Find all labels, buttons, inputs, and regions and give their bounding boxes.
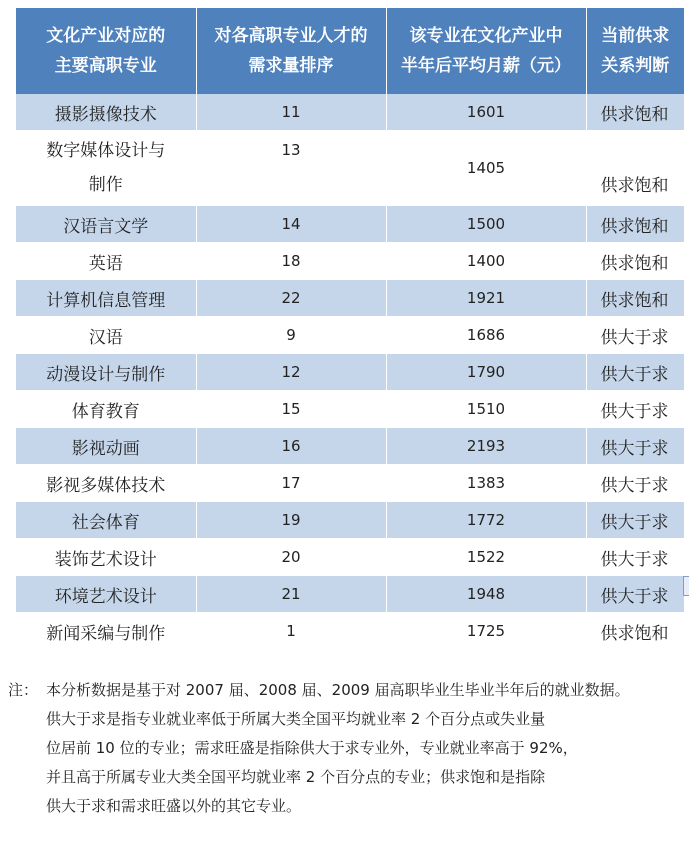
cell-rank: 1 bbox=[196, 613, 386, 650]
footnote bbox=[8, 676, 680, 821]
employment-table bbox=[16, 8, 684, 650]
cell-salary: 1400 bbox=[386, 243, 586, 280]
header-status-line-2: 关系判断 bbox=[601, 56, 670, 76]
cell-rank: 13 bbox=[196, 131, 386, 206]
cell-status: 供求饱和 bbox=[586, 613, 684, 650]
cell-rank: 21 bbox=[196, 576, 386, 613]
cell-status: 供大于求 bbox=[586, 465, 684, 502]
cell-rank: 20 bbox=[196, 539, 386, 576]
header-supply-demand bbox=[586, 8, 684, 94]
cell-major bbox=[16, 131, 196, 206]
cell-salary: 1725 bbox=[386, 613, 586, 650]
cell-salary: 1510 bbox=[386, 391, 586, 428]
cell-salary: 1601 bbox=[386, 94, 586, 131]
header-demand-rank bbox=[196, 8, 386, 94]
header-rank-line-2: 需求量排序 bbox=[248, 56, 334, 76]
table-row bbox=[16, 428, 684, 465]
cell-major: 装饰艺术设计 bbox=[16, 539, 196, 576]
cell-rank: 15 bbox=[196, 391, 386, 428]
table-row bbox=[16, 94, 684, 131]
cell-rank: 18 bbox=[196, 243, 386, 280]
cell-rank: 22 bbox=[196, 280, 386, 317]
header-major bbox=[16, 8, 196, 94]
table-header-row bbox=[16, 8, 684, 94]
cell-major: 社会体育 bbox=[16, 502, 196, 539]
cell-status: 供求饱和 bbox=[586, 280, 684, 317]
cell-status: 供求饱和 bbox=[586, 94, 684, 131]
footnote-line: 本分析数据是基于对 2007 届、2008 届、2009 届高职毕业生毕业半年后的就业数据。 bbox=[46, 681, 630, 699]
cell-salary: 2193 bbox=[386, 428, 586, 465]
footnote-label: 注： bbox=[8, 681, 39, 699]
cell-salary: 1772 bbox=[386, 502, 586, 539]
cell-status: 供大于求 bbox=[586, 502, 684, 539]
footnote-body bbox=[46, 676, 680, 821]
cell-rank: 11 bbox=[196, 94, 386, 131]
table-row bbox=[16, 131, 684, 206]
header-salary-line-1: 该专业在文化产业中 bbox=[409, 26, 563, 46]
footnote-line: 并且高于所属专业大类全国平均就业率 2 个百分点的专业；供求饱和是指除 bbox=[46, 768, 546, 786]
table-row bbox=[16, 243, 684, 280]
table-row bbox=[16, 576, 684, 613]
cell-major: 体育教育 bbox=[16, 391, 196, 428]
cell-status: 供大于求 bbox=[586, 391, 684, 428]
header-major-line-2: 主要高职专业 bbox=[54, 56, 157, 76]
cell-status: 供求饱和 bbox=[586, 243, 684, 280]
cell-salary: 1948 bbox=[386, 576, 586, 613]
cell-major: 影视多媒体技术 bbox=[16, 465, 196, 502]
cell-major: 动漫设计与制作 bbox=[16, 354, 196, 391]
cell-major: 影视动画 bbox=[16, 428, 196, 465]
cell-status: 供求饱和 bbox=[586, 206, 684, 243]
header-major-line-1: 文化产业对应的 bbox=[46, 26, 166, 46]
cell-salary: 1383 bbox=[386, 465, 586, 502]
cell-rank: 14 bbox=[196, 206, 386, 243]
cell-major-line-1: 数字媒体设计与 bbox=[46, 141, 166, 161]
cell-rank: 9 bbox=[196, 317, 386, 354]
cell-rank: 17 bbox=[196, 465, 386, 502]
footnote-line: 位居前 10 位的专业；需求旺盛是指除供大于求专业外，专业就业率高于 92%， bbox=[46, 739, 578, 757]
cell-salary: 1921 bbox=[386, 280, 586, 317]
cell-status: 供求饱和 bbox=[586, 131, 684, 206]
table-row bbox=[16, 465, 684, 502]
header-salary-line-2: 半年后平均月薪（元） bbox=[401, 56, 571, 76]
cell-major: 摄影摄像技术 bbox=[16, 94, 196, 131]
cell-status: 供大于求 bbox=[586, 576, 684, 613]
header-rank-line-1: 对各高职专业人才的 bbox=[214, 26, 368, 46]
header-salary bbox=[386, 8, 586, 94]
cell-major: 计算机信息管理 bbox=[16, 280, 196, 317]
cell-rank: 19 bbox=[196, 502, 386, 539]
footnote-line: 供大于求是指专业就业率低于所属大类全国平均就业率 2 个百分点或失业量 bbox=[46, 710, 546, 728]
table-row bbox=[16, 317, 684, 354]
table-edge-handle[interactable] bbox=[683, 576, 689, 596]
cell-salary: 1405 bbox=[386, 131, 586, 206]
cell-salary: 1686 bbox=[386, 317, 586, 354]
cell-major: 环境艺术设计 bbox=[16, 576, 196, 613]
cell-status: 供大于求 bbox=[586, 428, 684, 465]
table-row bbox=[16, 539, 684, 576]
table-row bbox=[16, 206, 684, 243]
table-row bbox=[16, 502, 684, 539]
cell-status: 供大于求 bbox=[586, 354, 684, 391]
table-row bbox=[16, 613, 684, 650]
cell-major: 英语 bbox=[16, 243, 196, 280]
cell-salary: 1522 bbox=[386, 539, 586, 576]
cell-major-line-2: 制作 bbox=[88, 175, 123, 195]
cell-major: 新闻采编与制作 bbox=[16, 613, 196, 650]
cell-rank: 12 bbox=[196, 354, 386, 391]
table-row bbox=[16, 391, 684, 428]
table-row bbox=[16, 280, 684, 317]
cell-salary: 1500 bbox=[386, 206, 586, 243]
cell-rank: 16 bbox=[196, 428, 386, 465]
cell-major: 汉语言文学 bbox=[16, 206, 196, 243]
cell-salary: 1790 bbox=[386, 354, 586, 391]
table-row bbox=[16, 354, 684, 391]
cell-status: 供大于求 bbox=[586, 539, 684, 576]
cell-major: 汉语 bbox=[16, 317, 196, 354]
footnote-line: 供大于求和需求旺盛以外的其它专业。 bbox=[46, 797, 302, 815]
header-status-line-1: 当前供求 bbox=[601, 26, 670, 46]
cell-status: 供大于求 bbox=[586, 317, 684, 354]
